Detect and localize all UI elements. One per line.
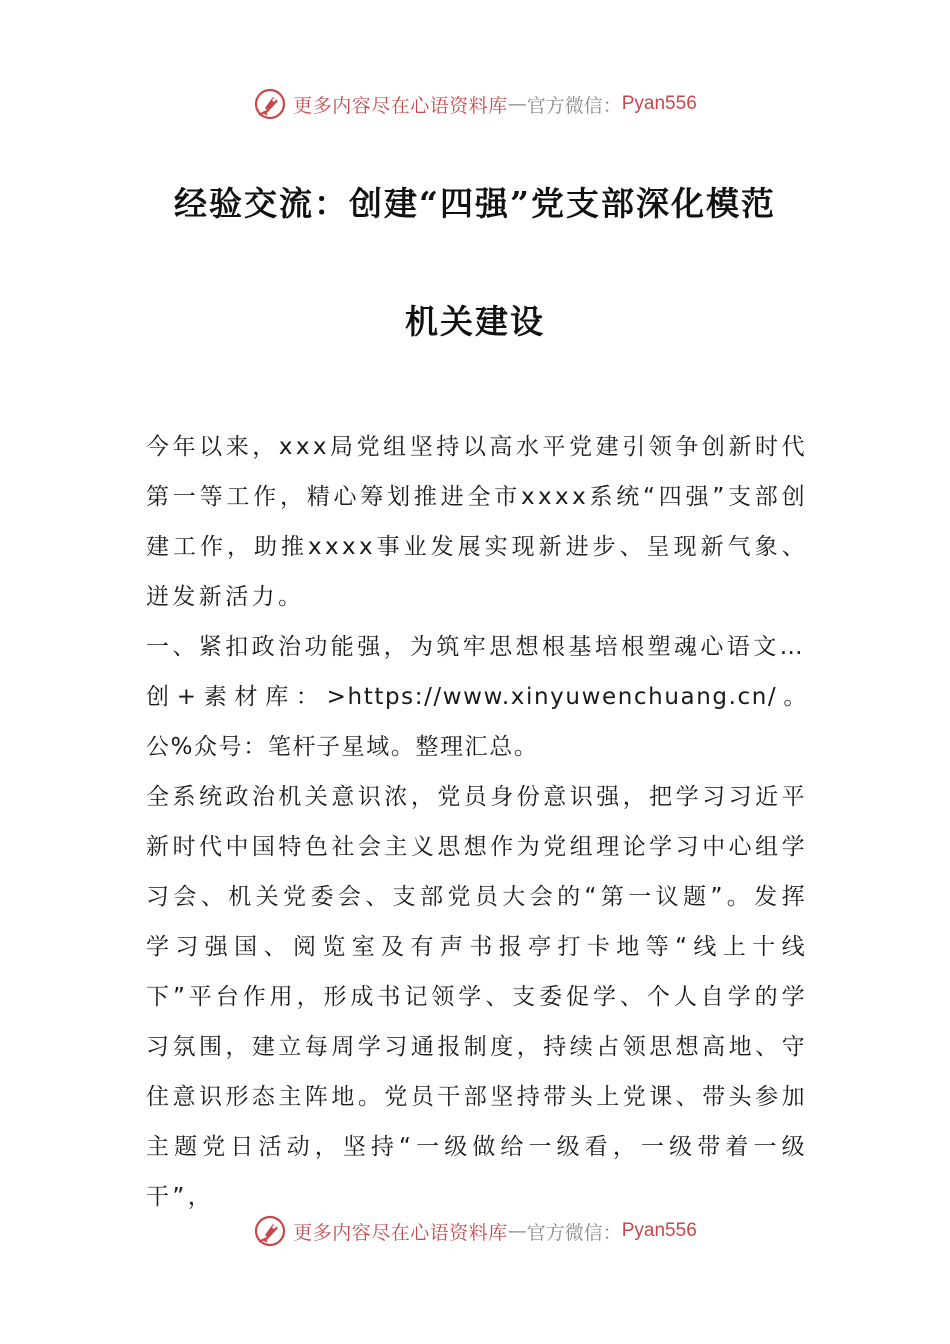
pen-nib-logo-icon <box>253 87 287 121</box>
body-paragraph-source-note: 创+素材库：>https://www.xinyuwenchuang.cn/。公%众号：笔杆子星域。整理汇总。 <box>146 684 808 760</box>
watermark-dash: — <box>507 93 527 115</box>
body-paragraph-heading-1: 一、紧扣政治功能强，为筑牢思想根基培根塑魂心语文… <box>146 634 806 660</box>
document-body <box>146 422 808 1222</box>
body-paragraph-main: 全系统政治机关意识浓，党员身份意识强，把学习习近平新时代中国特色社会主义思想作为党组理论学习中心组学习会、机关党委会、支部党员大会的“第一议题”。发挥学习强国、阅览室及有声书报亭打卡地等“线上十线下”平台作用，形成书记领学、支委促学、个人自学的学习氛围，建立每周学习通报制度，持续占领思想高地、守住意识形态主阵地。党员干部坚持带头上党课、带头参加主题党日活动，坚持“一级做给一级看，一级带着一级干”， <box>146 784 808 1210</box>
watermark-wechat-label: 官方微信： <box>526 1221 622 1244</box>
footer-watermark-banner <box>0 1211 950 1251</box>
pen-nib-logo-icon <box>253 1214 287 1248</box>
watermark-dash: — <box>507 1220 527 1242</box>
header-watermark-banner <box>0 84 950 124</box>
watermark-brand-text: 更多内容尽在心语资料库 <box>293 1221 508 1244</box>
watermark-wechat-id: Pyan556 <box>621 1220 697 1241</box>
body-paragraph-intro: 今年以来，xxx局党组坚持以高水平党建引领争创新时代第一等工作，精心筹划推进全市xxxx系统“四强”支部创建工作，助推xxxx事业发展实现新进步、呈现新气象、迸发新活力。 <box>146 434 808 610</box>
watermark-wechat-label: 官方微信： <box>526 94 622 117</box>
document-title-line-1: 经验交流：创建“四强”党支部深化模范 <box>174 184 776 223</box>
watermark-wechat-id: Pyan556 <box>621 93 697 114</box>
document-title-line-2: 机关建设 <box>405 302 545 341</box>
watermark-brand-text: 更多内容尽在心语资料库 <box>293 94 508 117</box>
